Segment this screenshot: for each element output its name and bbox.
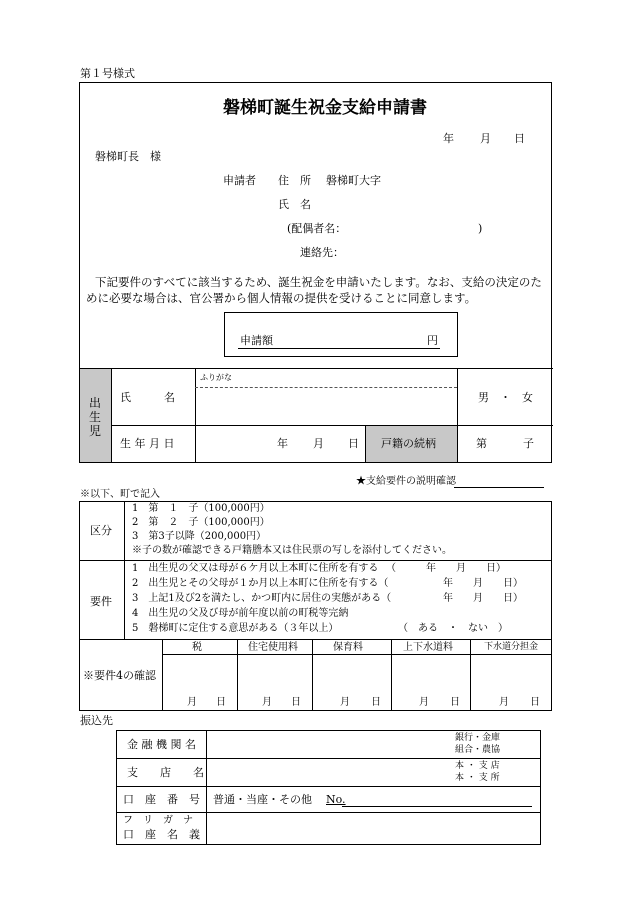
req4-label: ※要件4の確認 (83, 669, 156, 682)
child-name-label: 氏 名 (120, 391, 175, 404)
branch-type-1[interactable]: 本 ・ 支 店 (455, 761, 500, 771)
institution-type-1[interactable]: 銀行・金庫 (455, 733, 501, 743)
requirement-5-options[interactable]: （ ある ・ ない ） (398, 623, 508, 634)
requirement-4: 4 出生児の父及び母が前年度以前の町税等完納 (132, 608, 349, 619)
requirement-5: 5 磐梯町に定住する意思がある（３年以上） (132, 623, 339, 634)
req4-col-water: 上下水道料 (403, 642, 453, 653)
relation-label: 戸籍の続柄 (381, 437, 436, 450)
requirement-1: 1 出生児の父又は母が６ケ月以上本町に住所を有する (132, 563, 379, 574)
category-line-2: 2 第 ２ 子（100,000円） (132, 517, 270, 528)
account-holder-field[interactable] (208, 814, 539, 844)
requirement-1-date: （ 年 月 日） (386, 563, 506, 574)
address-label: 住 所 (278, 174, 311, 187)
req4-tax-day: 日 (216, 697, 226, 708)
addressee: 磐梯町長 様 (95, 150, 161, 163)
date-month: 月 (480, 132, 491, 145)
account-holder-label: 口 座 名 義 (123, 828, 200, 841)
req4-sewer-day: 日 (530, 697, 540, 708)
furigana-label: ふりがな (200, 373, 232, 382)
confirm-note: ★支給要件の説明確認 (356, 476, 456, 487)
birth-label-char2: 生 (89, 410, 102, 424)
branch-field[interactable] (208, 760, 448, 784)
birth-label-char3: 児 (89, 424, 102, 438)
amount-label: 申請額 (240, 334, 273, 347)
dob-month: 月 (313, 437, 324, 450)
account-number-prefix: No. (326, 793, 346, 806)
req4-col-tax: 税 (192, 642, 202, 653)
req4-col-housing: 住宅使用料 (248, 642, 298, 653)
requirement-3-date: 年 月 日） (443, 593, 523, 604)
req4-sewer-month: 月 (499, 697, 509, 708)
form-number: 第１号様式 (80, 67, 135, 80)
requirement-3: 3 上記1及び2を満たし、かつ町内に居住の実態がある（ (132, 593, 392, 604)
amount-field[interactable] (238, 348, 440, 349)
req4-col-sewer: 下水道分担金 (484, 642, 539, 652)
req4-water-month: 月 (419, 697, 429, 708)
relation-ordinal: 第 (476, 437, 487, 450)
branch-type-2[interactable]: 本 ・ 支 所 (455, 773, 500, 783)
req4-nursery-day: 日 (371, 697, 381, 708)
account-types[interactable]: 普通・当座・その他 (213, 793, 312, 806)
req4-housing-month: 月 (262, 697, 272, 708)
dob-day: 日 (348, 437, 359, 450)
account-number-field[interactable] (342, 806, 532, 807)
req4-nursery-month: 月 (340, 697, 350, 708)
req4-col-nursery: 保育料 (333, 642, 363, 653)
address-value[interactable]: 磐梯町大字 (326, 174, 381, 187)
dob-year: 年 (277, 437, 288, 450)
requirements-label: 要件 (90, 595, 112, 608)
statement-line-2: めに必要な場合は、官公署から個人情報の提供を受けることに同意します。 (86, 291, 477, 305)
institution-type-2[interactable]: 組合・農協 (455, 745, 501, 755)
gender-options[interactable]: 男 ・ 女 (478, 391, 533, 404)
applicant-label: 申請者 (223, 174, 256, 187)
institution-label: 金 融 機 関 名 (127, 738, 196, 751)
office-note: ※以下、町で記入 (80, 489, 160, 500)
account-number-label: 口 座 番 号 (123, 793, 200, 806)
confirm-field[interactable] (454, 487, 544, 488)
dob-label: 生 年 月 日 (120, 437, 175, 450)
furigana-bank-label: フ リ ガ ナ (123, 815, 193, 826)
req4-housing-day: 日 (291, 697, 301, 708)
spouse-label: (配偶者名： (287, 222, 347, 235)
institution-field[interactable] (208, 732, 448, 756)
branch-label: 支 店 名 (127, 766, 204, 779)
category-line-1: 1 第 １ 子（100,000円） (132, 503, 270, 514)
category-label: 区分 (90, 524, 112, 537)
date-year: 年 (443, 132, 454, 145)
requirement-2-date: 年 月 日） (443, 578, 523, 589)
req4-tax-month: 月 (187, 697, 197, 708)
spouse-close: ) (478, 222, 483, 235)
category-line-3: 3 第3子以降（200,000円） (132, 531, 267, 542)
relation-child: 子 (523, 437, 534, 450)
req4-water-day: 日 (450, 697, 460, 708)
birth-label-char1: 出 (89, 396, 102, 410)
child-name-field[interactable] (197, 388, 455, 424)
requirement-2: 2 出生児とその父母が１か月以上本町に住所を有する（ (132, 578, 389, 589)
bank-section-label: 振込先 (80, 714, 113, 727)
amount-unit: 円 (427, 334, 438, 347)
statement-line-1: 下記要件のすべてに該当するため、誕生祝金を申請いたします。なお、支給の決定のた (95, 275, 542, 289)
name-label: 氏 名 (278, 198, 311, 211)
contact-label: 連絡先： (300, 246, 344, 259)
page-title: 磐梯町誕生祝金支給申請書 (223, 98, 427, 118)
category-note: ※子の数が確認できる戸籍謄本又は住民票の写しを添付してください。 (132, 545, 452, 556)
date-day: 日 (514, 132, 525, 145)
